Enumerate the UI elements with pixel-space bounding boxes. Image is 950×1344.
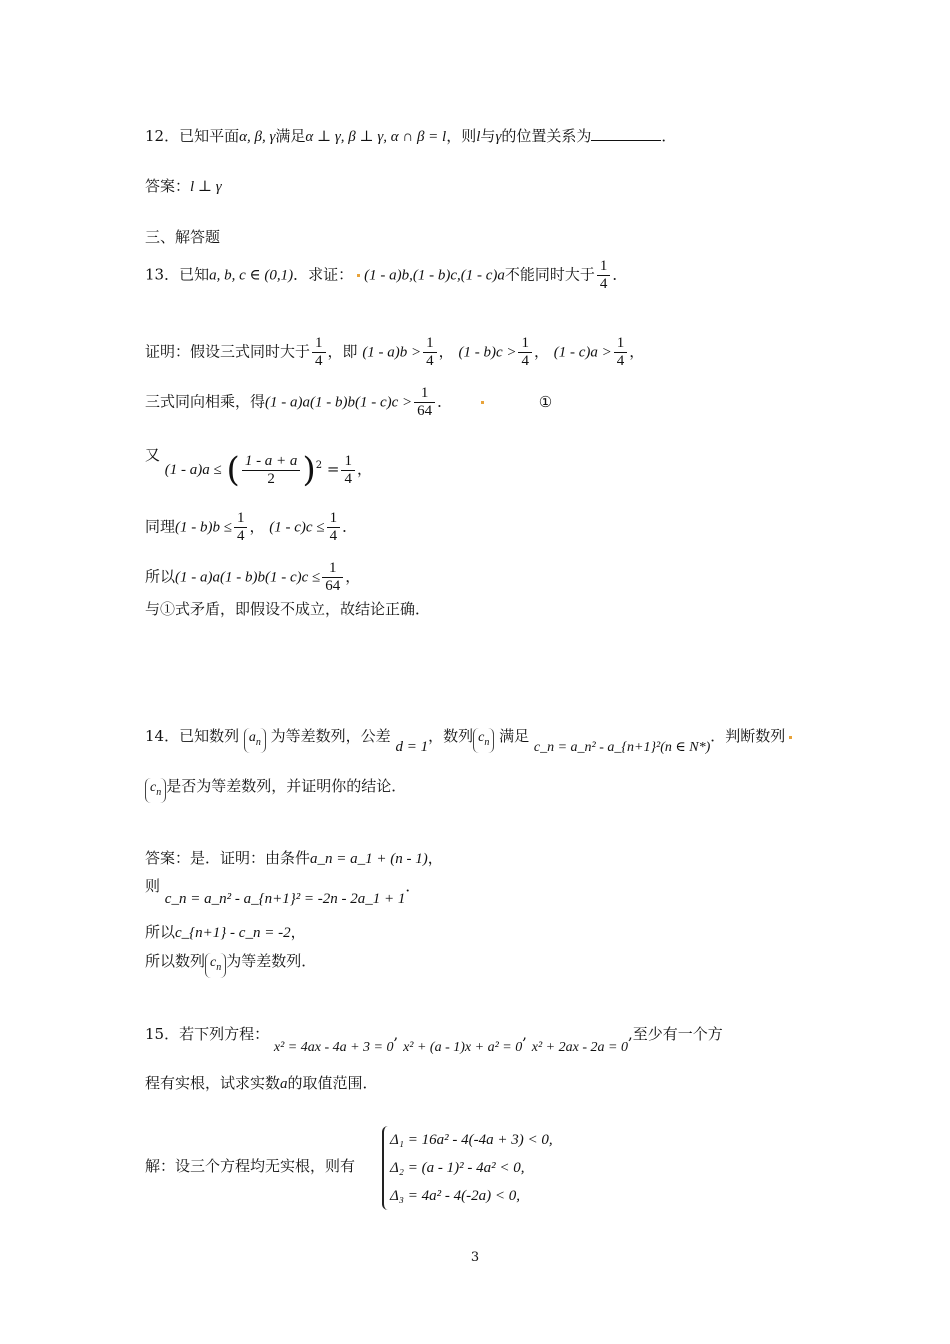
q14-answer-line3: 所以c_{n+1} - c_n = -2， [145, 923, 306, 941]
inequality-system: Δ₁ = 16a² - 4(-4a + 3) < 0, Δ₂ = (a - 1)² - 4a² < 0, Δ₃ = 4a² - 4(-2a) < 0, [382, 1126, 553, 1210]
q12-answer: 答案：l ⊥ γ [145, 177, 222, 195]
q14-line2: $c_n$ 是否为等差数列，并证明你的结论． [145, 776, 406, 803]
fraction: $\frac{1}{64}$ [322, 560, 343, 595]
fraction: $\frac{1}{4}$ [518, 335, 532, 370]
fraction: $\frac{1}{4}$ [312, 335, 326, 370]
orange-dot-mark [481, 401, 484, 404]
proof13-line1: 证明：假设三式同时大于 $\frac{1}{4}$ ，即 (1 - a)b > $\frac{1}{4}$ ， (1 - b)c > $\frac{1}{4}$ ， (1 - c)a > $\frac{1}{4}$ ， [145, 335, 645, 369]
orange-dot-mark [789, 736, 792, 739]
orange-dot-mark [357, 274, 360, 277]
fraction: $\frac{1}{4}$ [423, 335, 437, 370]
proof13-line6: 与①式矛盾，即假设不成立，故结论正确． [145, 600, 431, 618]
fraction: $\frac{1 - a + a}{2}$ [242, 453, 301, 488]
sequence-set: $c_n$ [473, 728, 494, 753]
page-number: 3 [470, 1250, 480, 1265]
fraction: $\frac{1}{4}$ [234, 510, 248, 545]
fraction: $\frac{1}{4}$ [614, 335, 628, 370]
sequence-set: $a_n$ [244, 728, 266, 753]
section-heading: 三、解答题 [145, 228, 221, 246]
q14-line1: 14．已知数列 $a_n$ 为等差数列，公差 d = 1，数列 $c_n$ 满足 c_n = a_n² - a_{n+1}²(n ∈ N*)．判断数列 [145, 726, 796, 758]
q15-line1: 15．若下列方程： x² = 4ax - 4a + 3 = 0, x² + (a - 1)x + a² = 0, x² + 2ax - 2a = 0,至少有一个方 [145, 1025, 723, 1055]
answer-blank [591, 126, 661, 141]
q14-answer-line2: 则 c_n = a_n² - a_{n+1}² = -2n - 2a_1 + 1． [145, 877, 421, 907]
proof13-line3: 又 (1 - a)a ≤ ( $\frac{1 - a + a}{2}$ )$^2$ = $\frac{1}{4}$ ， [145, 446, 372, 490]
q12-line: 12．已知平面α, β, γ满足α ⊥ γ, β ⊥ γ, α ∩ β = l，则l与γ的位置关系为 ． [145, 127, 677, 145]
q15-line2: 程有实根，试求实数a的取值范围． [145, 1074, 378, 1092]
q13-line: 13．已知a, b, c ∈ (0,1)．求证： (1 - a)b,(1 - b)c,(1 - c)a不能同时大于 $\frac{1}{4}$ ． [145, 258, 628, 292]
proof13-line2: 三式同向相乘，得(1 - a)a(1 - b)b(1 - c)c > $\frac{1}{64}$ ． ① [145, 385, 553, 419]
proof13-line4: 同理(1 - b)b ≤ $\frac{1}{4}$ ， (1 - c)c ≤ $\frac{1}{4}$ ． [145, 510, 358, 544]
fraction: $\frac{1}{4}$ [597, 258, 611, 293]
fraction: $\frac{1}{4}$ [327, 510, 341, 545]
q14-answer-line4: 所以数列 $c_n$ 为等差数列． [145, 951, 316, 978]
proof13-line5: 所以(1 - a)a(1 - b)b(1 - c)c ≤ $\frac{1}{64}$ ， [145, 560, 361, 594]
fraction: $\frac{1}{4}$ [341, 453, 355, 488]
q15-solution-prefix: 解：设三个方程均无实根，则有 [145, 1157, 356, 1175]
sequence-set: $c_n$ [205, 953, 226, 978]
q14-answer-line1: 答案：是．证明：由条件a_n = a_1 + (n - 1)， [145, 849, 443, 867]
sequence-set: $c_n$ [145, 778, 166, 803]
fraction: $\frac{1}{64}$ [414, 385, 435, 420]
